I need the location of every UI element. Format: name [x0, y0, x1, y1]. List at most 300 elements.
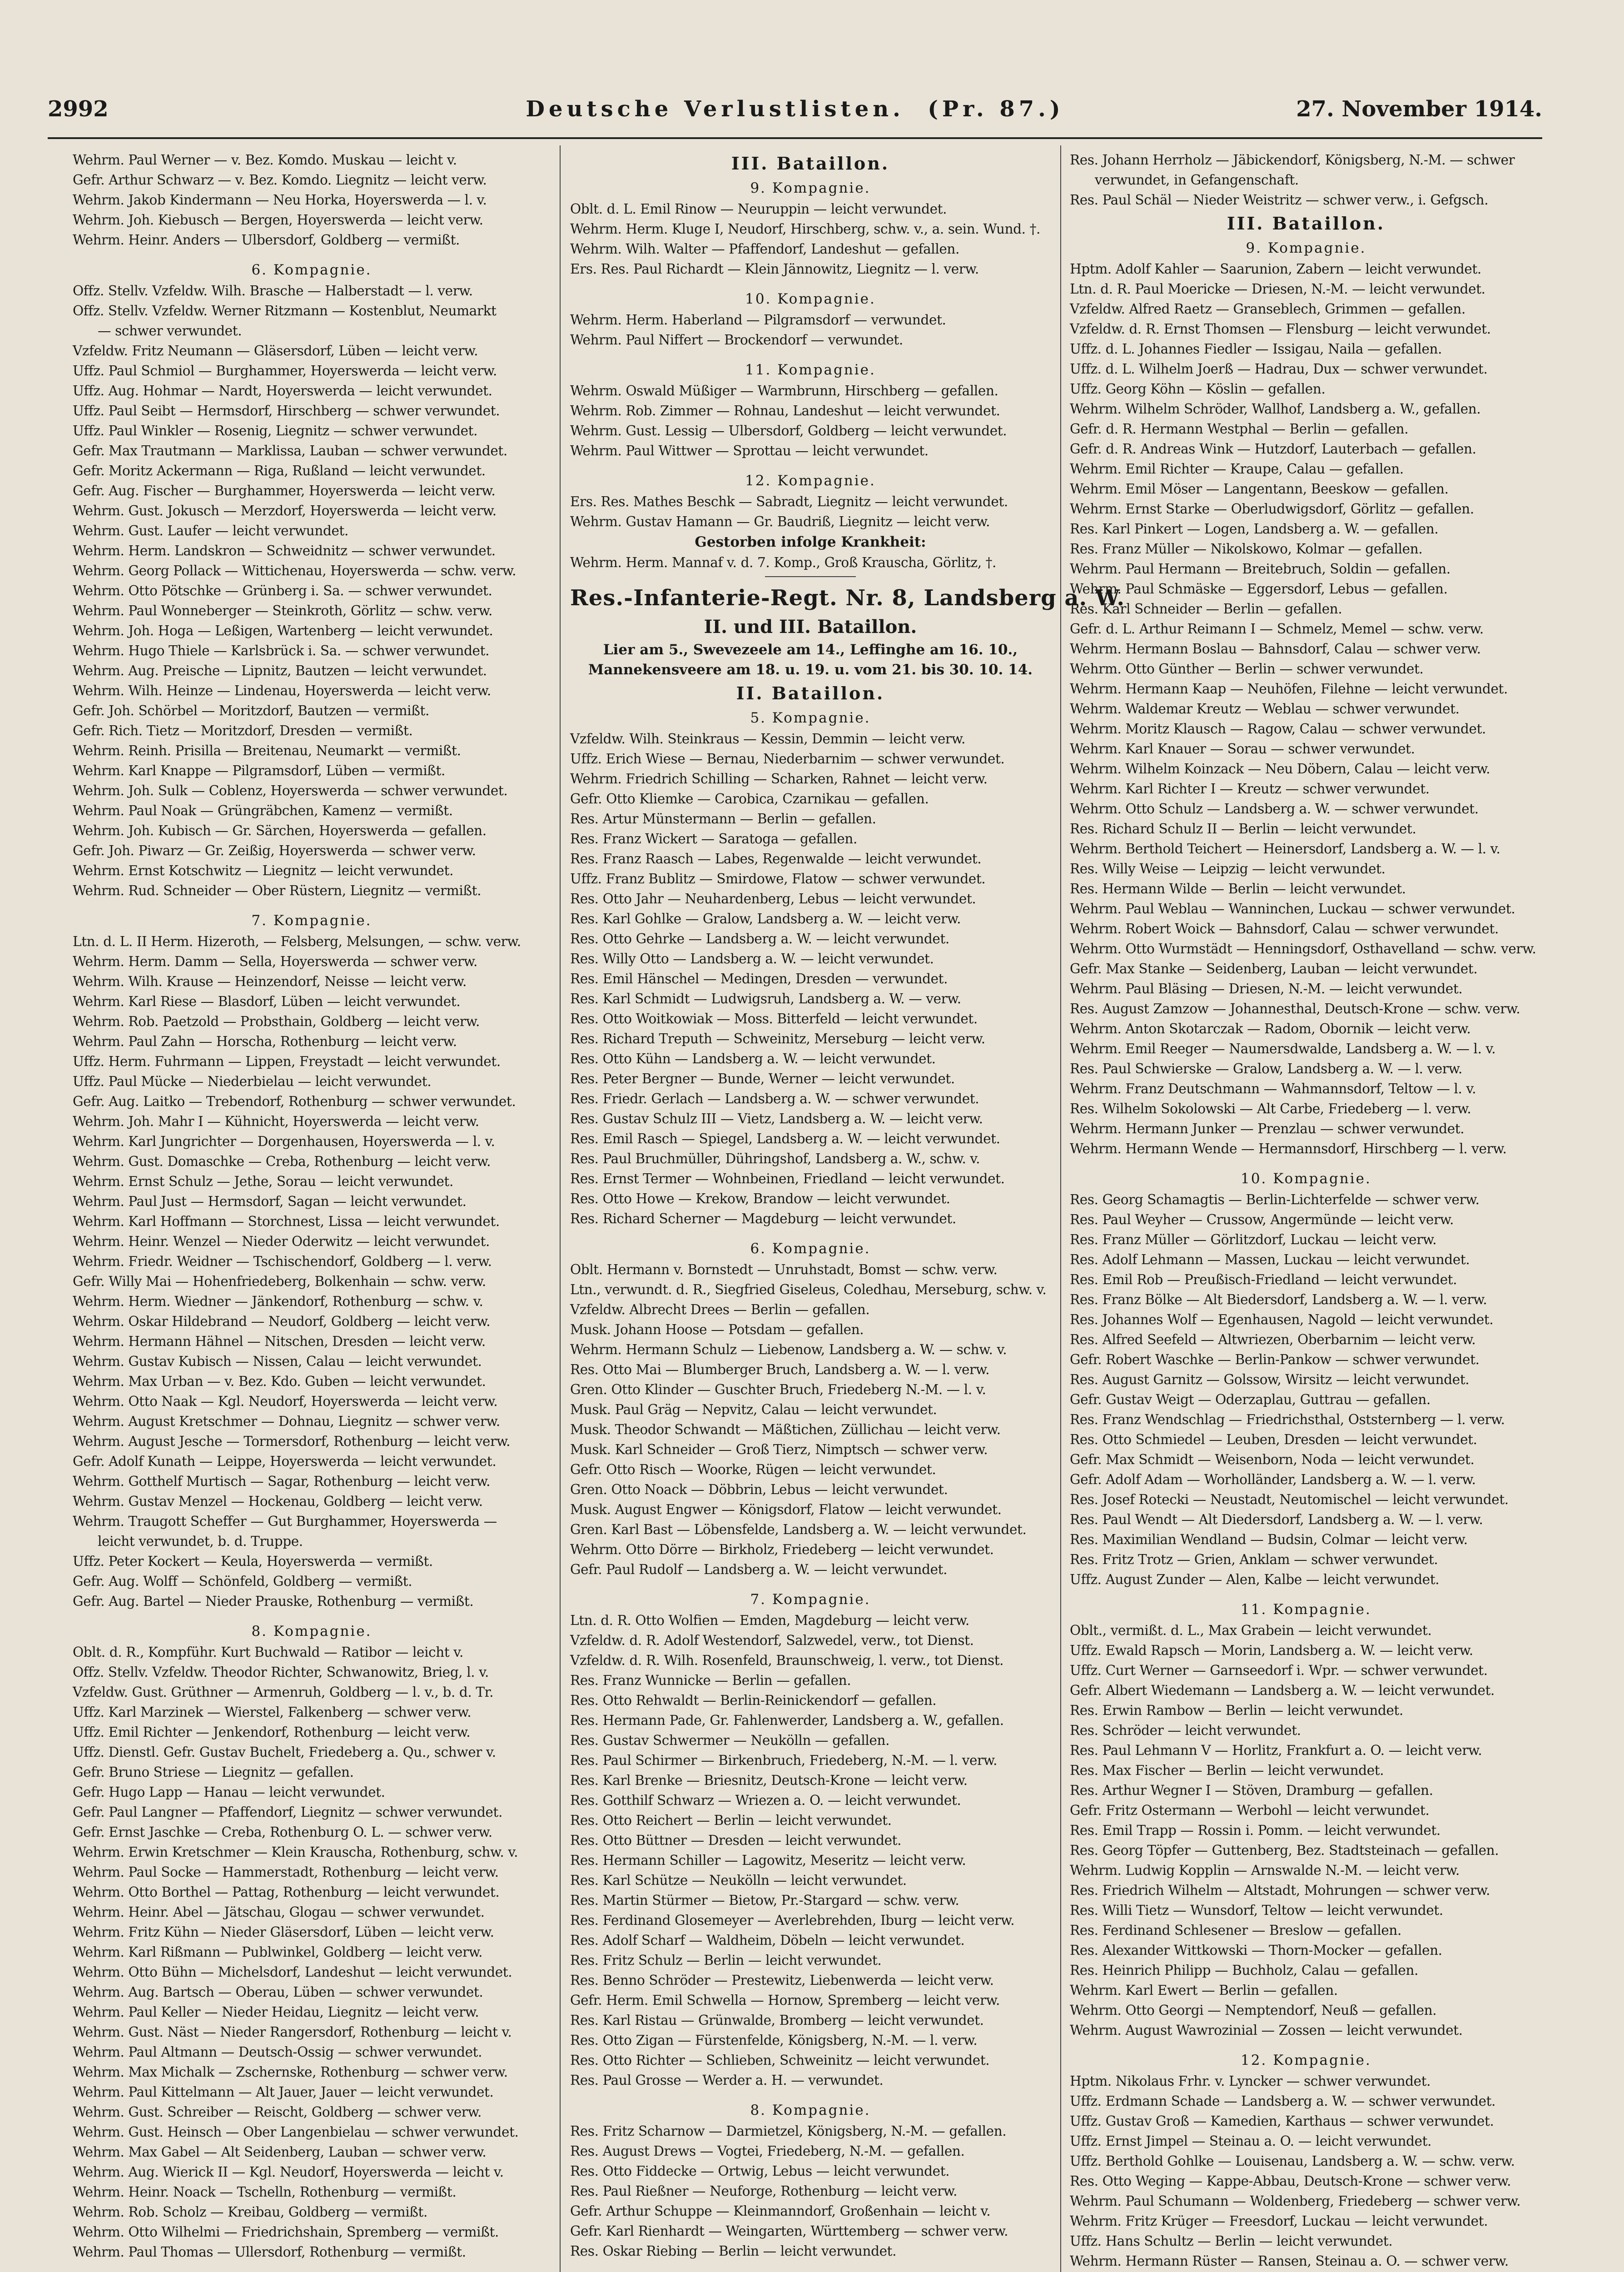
- casualty-entry: Wehrm. Max Gabel — Alt Seidenberg, Lauban — schwer verw.: [73, 2144, 487, 2160]
- column-middle: [570, 150, 1125, 2272]
- casualty-entry: Musk. Theodor Schwandt — Mäßtichen, Züllichau — leicht verw.: [570, 1422, 1001, 1437]
- casualty-entry: Vzfeldw. d. R. Wilh. Rosenfeld, Braunschweig, l. verw., tot Dienst.: [570, 1653, 1004, 1668]
- casualty-entry: Wehrm. Otto Bühn — Michelsdorf, Landeshut — leicht verwundet.: [73, 1964, 512, 1980]
- casualty-entry: Uffz. Ernst Jimpel — Steinau a. O. — leicht verwundet.: [1070, 2133, 1432, 2149]
- issue-date: 27. November 1914.: [1296, 96, 1542, 122]
- casualty-entry: Res. Karl Gohlke — Gralow, Landsberg a. W. — leicht verw.: [570, 911, 961, 927]
- battle-dates: Lier am 5., Swevezeele am 14., Leffinghe am 16. 10.,: [603, 642, 1018, 658]
- casualty-entry: Wehrm. Moritz Klausch — Ragow, Calau — schwer verwundet.: [1070, 721, 1486, 737]
- casualty-entry: Res. Alfred Seefeld — Altwriezen, Oberbarnim — leicht verw.: [1070, 1332, 1476, 1347]
- casualty-entry: Oblt. d. L. Emil Rinow — Neuruppin — leicht verwundet.: [570, 201, 947, 217]
- casualty-entry: Ers. Res. Paul Richardt — Klein Jännowitz, Liegnitz — l. verw.: [570, 261, 979, 277]
- casualty-entry: Res. Franz Müller — Nikolskowo, Kolmar — gefallen.: [1070, 541, 1423, 557]
- spacer: [570, 1229, 1051, 1238]
- casualty-entry: Res. Franz Wendschlag — Friedrichsthal, Oststernberg — l. verw.: [1070, 1412, 1505, 1427]
- casualty-entry: Res. Willy Weise — Leipzig — leicht verwundet.: [1070, 861, 1386, 877]
- casualty-entry: Res. Erwin Rambow — Berlin — leicht verwundet.: [1070, 1703, 1403, 1718]
- casualty-entry: Res. Hermann Schiller — Lagowitz, Meseritz — leicht verw.: [570, 1853, 966, 1868]
- casualty-entry: Res. Willi Tietz — Wunsdorf, Teltow — leicht verwundet.: [1070, 1903, 1443, 1918]
- casualty-entry: Wehrm. Karl Riese — Blasdorf, Lüben — leicht verwundet.: [73, 994, 461, 1009]
- casualty-entry: Vzfeldw. Alfred Raetz — Granseblech, Grimmen — gefallen.: [1070, 301, 1465, 317]
- casualty-entry: Res. Maximilian Wendland — Budsin, Colmar — leicht verw.: [1070, 1532, 1468, 1547]
- casualty-entry: Res. Paul Schäl — Nieder Weistritz — schwer verw., i. Gefgsch.: [1070, 192, 1489, 208]
- casualty-entry: Gefr. Moritz Ackermann — Riga, Rußland — leicht verwundet.: [73, 463, 486, 478]
- casualty-entry: Musk. Paul Gräg — Nepvitz, Calau — leicht verwundet.: [570, 1402, 937, 1417]
- casualty-entry: Uffz. Gustav Groß — Kamedien, Karthaus — schwer verwundet.: [1070, 2113, 1494, 2129]
- battle-dates: Mannekensveere am 18. u. 19. u. vom 21. bis 30. 10. 14.: [588, 662, 1033, 678]
- casualty-entry: Wehrm. Jakob Kindermann — Neu Horka, Hoyerswerda — l. v.: [73, 192, 487, 208]
- casualty-entry: Res. Johannes Wolf — Egenhausen, Nagold — leicht verwundet.: [1070, 1312, 1494, 1327]
- casualty-entry: Wehrm. Aug. Wierick II — Kgl. Neudorf, Hoyerswerda — leicht v.: [73, 2164, 504, 2180]
- casualty-entry: Wehrm. Gustav Hamann — Gr. Baudriß, Liegnitz — leicht verw.: [570, 514, 990, 529]
- casualty-entry: Wehrm. Paul Zahn — Horscha, Rothenburg — leicht verw.: [73, 1034, 457, 1049]
- casualty-entry: Wehrm. Wilh. Walter — Pfaffendorf, Landeshut — gefallen.: [570, 241, 960, 257]
- casualty-entry: Wehrm. Joh. Mahr I — Kühnicht, Hoyerswerda — leicht verw.: [73, 1114, 479, 1129]
- casualty-entry: Wehrm. Max Michalk — Zschernske, Rothenburg — schwer verw.: [73, 2064, 508, 2080]
- casualty-entry: Uffz. August Zunder — Alen, Kalbe — leicht verwundet.: [1070, 1572, 1440, 1587]
- casualty-entry: Res. Karl Schütze — Neukölln — leicht verwundet.: [570, 1873, 907, 1888]
- casualty-entry: Uffz. Paul Mücke — Niederbielau — leicht verwundet.: [73, 1074, 432, 1089]
- casualty-entry: Wehrm. Paul Thomas — Ullersdorf, Rothenburg — vermißt.: [73, 2244, 466, 2260]
- company-heading: 8. Kompagnie.: [750, 2102, 871, 2118]
- casualty-entry: Res. Franz Wickert — Saratoga — gefallen.: [570, 831, 857, 847]
- casualty-entry: Wehrm. Karl Ewert — Berlin — gefallen.: [1070, 1983, 1338, 1998]
- casualty-entry: Wehrm. Paul Wonneberger — Steinkroth, Görlitz — schw. verw.: [73, 603, 492, 618]
- casualty-entry: Res. Richard Scherner — Magdeburg — leicht verwundet.: [570, 1211, 956, 1226]
- casualty-entry: Gefr. Robert Waschke — Berlin-Pankow — schwer verwundet.: [1070, 1352, 1480, 1367]
- casualty-entry: Res. Schröder — leicht verwundet.: [1070, 1723, 1301, 1738]
- casualty-entry: Gefr. Bruno Striese — Liegnitz — gefallen.: [73, 1764, 354, 1780]
- casualty-entry: Res. Otto Zigan — Fürstenfelde, Königsberg, N.-M. — l. verw.: [570, 2033, 978, 2048]
- casualty-entry: Res. Heinrich Philipp — Buchholz, Calau — gefallen.: [1070, 1963, 1419, 1978]
- casualty-entry: Res. Paul Bruchmüller, Dühringshof, Landsberg a. W., schw. v.: [570, 1151, 980, 1166]
- casualty-entry: Wehrm. Joh. Kiebusch — Bergen, Hoyerswerda — leicht verw.: [73, 212, 483, 228]
- casualty-entry: Wehrm. August Jesche — Tormersdorf, Rothenburg — leicht verw.: [73, 1434, 511, 1449]
- spacer: [570, 461, 1051, 470]
- casualty-entry: Uffz. Herm. Fuhrmann — Lippen, Freystadt — leicht verwundet.: [73, 1054, 501, 1069]
- column-right: [1070, 150, 1542, 2272]
- casualty-entry: Wehrm. Heinr. Wenzel — Nieder Oderwitz — leicht verwundet.: [73, 1234, 490, 1249]
- casualty-entry: Wehrm. Rob. Zimmer — Rohnau, Landeshut — leicht verwundet.: [570, 403, 1000, 419]
- casualty-entry: Gefr. Otto Risch — Woorke, Rügen — leicht verwundet.: [570, 1462, 936, 1477]
- casualty-entry: Ltn. d. L. II Herm. Hizeroth, — Felsberg, Melsungen, — schw. verw.: [73, 934, 521, 949]
- casualty-entry: Wehrm. Paul Kittelmann — Alt Jauer, Jauer — leicht verwundet.: [73, 2084, 494, 2100]
- casualty-entry: Gefr. Aug. Wolff — Schönfeld, Goldberg — vermißt.: [73, 1574, 412, 1589]
- casualty-entry: Wehrm. Otto Wilhelmi — Friedrichshain, Spremberg — vermißt.: [73, 2224, 499, 2240]
- casualty-entry: Res. Paul Grosse — Werder a. H. — verwundet.: [570, 2073, 884, 2088]
- casualty-entry: Wehrm. Hermann Wende — Hermannsdorf, Hirschberg — l. verw.: [1070, 1141, 1507, 1156]
- casualty-entry: Wehrm. Friedr. Weidner — Tschischendorf, Goldberg — l. verw.: [73, 1254, 492, 1269]
- casualty-entry: Res. Karl Pinkert — Logen, Landsberg a. W. — gefallen.: [1070, 521, 1439, 537]
- casualty-entry: Res. Adolf Lehmann — Massen, Luckau — leicht verwundet.: [1070, 1252, 1470, 1267]
- casualty-entry: Gefr. Max Schmidt — Weisenborn, Noda — leicht verwundet.: [1070, 1452, 1475, 1467]
- casualty-entry: Res. Otto Richter — Schlieben, Schweinitz — leicht verwundet.: [570, 2053, 990, 2068]
- company-heading: 10. Kompagnie.: [745, 291, 876, 307]
- casualty-entry: Res. Ferdinand Glosemeyer — Averlebrehden, Iburg — leicht verw.: [570, 1913, 1015, 1928]
- casualty-entry: Wehrm. Hermann Schulz — Liebenow, Landsberg a. W. — schw. v.: [570, 1342, 1007, 1357]
- casualty-entry: Uffz. Peter Kockert — Keula, Hoyerswerda — vermißt.: [73, 1554, 433, 1569]
- casualty-entry: Res. Emil Trapp — Rossin i. Pomm. — leicht verwundet.: [1070, 1823, 1440, 1838]
- casualty-entry: Wehrm. Fritz Krüger — Freesdorf, Luckau — leicht verwundet.: [1070, 2213, 1488, 2229]
- casualty-entry: Wehrm. Erwin Kretschmer — Klein Krauscha, Rothenburg, schw. v.: [73, 1844, 518, 1860]
- casualty-entry: Wehrm. Otto Pötschke — Grünberg i. Sa. — schwer verwundet.: [73, 583, 492, 598]
- casualty-entry: Wehrm. Karl Hoffmann — Storchnest, Lissa — leicht verwundet.: [73, 1214, 500, 1229]
- casualty-entry: Res. Hermann Pade, Gr. Fahlenwerder, Landsberg a. W., gefallen.: [570, 1713, 1004, 1728]
- casualty-entry: Wehrm. Hermann Hähnel — Nitschen, Dresden — leicht verw.: [73, 1334, 486, 1349]
- regiment-subheading: II. und III. Bataillon.: [704, 616, 917, 638]
- regiment-heading: Res.-Infanterie-Regt. Nr. 8, Landsberg a. W.: [570, 585, 1125, 611]
- casualty-entry: Wehrm. Gust. Schreiber — Reischt, Goldberg — schwer verw.: [73, 2104, 482, 2120]
- casualty-entry: Res. Otto Schmiedel — Leuben, Dresden — leicht verwundet.: [1070, 1432, 1477, 1447]
- spacer: [570, 2090, 1051, 2099]
- casualty-entry: Res. Franz Raasch — Labes, Regenwalde — leicht verwundet.: [570, 851, 982, 867]
- casualty-entry: Res. Ferdinand Schlesener — Breslow — gefallen.: [1070, 1923, 1402, 1938]
- casualty-entry: Wehrm. Gust. Laufer — leicht verwundet.: [73, 523, 348, 538]
- casualty-entry: Gren. Otto Klinder — Guschter Bruch, Friedeberg N.-M. — l. v.: [570, 1382, 986, 1397]
- casualty-entry: Musk. Karl Schneider — Groß Tierz, Nimptsch — schwer verw.: [570, 1442, 988, 1457]
- casualty-entry: Wehrm. Paul Weblau — Wanninchen, Luckau — schwer verwundet.: [1070, 901, 1515, 917]
- casualty-entry: Res. Otto Jahr — Neuhardenberg, Lebus — leicht verwundet.: [570, 891, 976, 907]
- casualty-entry: Wehrm. Heinr. Anders — Ulbersdorf, Goldberg — vermißt.: [73, 232, 460, 248]
- casualty-entry: Res. August Garnitz — Golssow, Wirsitz — leicht verwundet.: [1070, 1372, 1470, 1387]
- casualty-entry: Wehrm. Georg Pollack — Wittichenau, Hoyerswerda — schw. verw.: [73, 563, 517, 578]
- casualty-entry: Gefr. Max Trautmann — Marklissa, Lauban — schwer verwundet.: [73, 443, 507, 458]
- casualty-entry: Wehrm. Hugo Thiele — Karlsbrück i. Sa. — schwer verwundet.: [73, 643, 490, 658]
- casualty-entry: Wehrm. Ernst Schulz — Jethe, Sorau — leicht verwundet.: [73, 1174, 453, 1189]
- casualty-entry: Res. Emil Rob — Preußisch-Friedland — leicht verwundet.: [1070, 1272, 1457, 1287]
- casualty-entry: Wehrm. Ernst Kotschwitz — Liegnitz — leicht verwundet.: [73, 863, 454, 878]
- casualty-entry: Res. Max Fischer — Berlin — leicht verwundet.: [1070, 1763, 1384, 1778]
- casualty-entry: Gefr. Gustav Weigt — Oderzaplau, Guttrau — gefallen.: [1070, 1392, 1430, 1407]
- casualty-entry: Res. Arthur Wegner I — Stöven, Dramburg — gefallen.: [1070, 1783, 1433, 1798]
- casualty-entry: Wehrm. Herm. Kluge I, Neudorf, Hirschberg, schw. v., a. sein. Wund. †.: [570, 221, 1040, 237]
- casualty-entry: Res. Franz Müller — Görlitzdorf, Luckau — leicht verw.: [1070, 1232, 1437, 1247]
- spacer: [1070, 2040, 1542, 2049]
- casualty-entry: Res. August Zamzow — Johannesthal, Deutsch-Krone — schw. verw.: [1070, 1001, 1520, 1016]
- spacer: [73, 1611, 551, 1620]
- casualty-entry: Res. Emil Hänschel — Medingen, Dresden — verwundet.: [570, 971, 948, 987]
- casualty-entry: Wehrm. Wilh. Krause — Heinzendorf, Neisse — leicht verw.: [73, 974, 467, 989]
- casualty-entry: verwundet, in Gefangenschaft.: [1095, 172, 1299, 188]
- spacer: [570, 279, 1051, 288]
- casualty-entry: Wehrm. Joh. Hoga — Leßigen, Wartenberg — leicht verwundet.: [73, 623, 493, 638]
- casualty-entry: Gefr. Hugo Lapp — Hanau — leicht verwundet.: [73, 1784, 385, 1800]
- casualty-entry: Wehrm. Joh. Kubisch — Gr. Särchen, Hoyerswerda — gefallen.: [73, 823, 487, 838]
- spacer: [73, 901, 551, 910]
- casualty-entry: Wehrm. Fritz Kühn — Nieder Gläsersdorf, Lüben — leicht verw.: [73, 1924, 494, 1940]
- casualty-entry: Wehrm. Herm. Landskron — Schweidnitz — schwer verwundet.: [73, 543, 496, 558]
- casualty-entry: Wehrm. Anton Skotarczak — Radom, Obornik — leicht verw.: [1070, 1021, 1471, 1036]
- casualty-entry: Res. Paul Wendt — Alt Diedersdorf, Landsberg a. W. — l. verw.: [1070, 1512, 1483, 1527]
- casualty-entry: Res. Otto Gehrke — Landsberg a. W. — leicht verwundet.: [570, 931, 949, 947]
- casualty-entry: Res. Gustav Schwermer — Neukölln — gefallen.: [570, 1733, 890, 1748]
- casualty-entry: Uffz. d. L. Johannes Fiedler — Issigau, Naila — gefallen.: [1070, 341, 1442, 357]
- casualty-entry: Wehrm. Reinh. Prisilla — Breitenau, Neumarkt — vermißt.: [73, 743, 461, 758]
- casualty-entry: Gefr. Aug. Bartel — Nieder Prauske, Rothenburg — vermißt.: [73, 1594, 474, 1609]
- casualty-entry: Offz. Stellv. Vzfeldw. Wilh. Brasche — Halberstadt — l. verw.: [73, 283, 473, 299]
- casualty-entry: Gefr. Aug. Fischer — Burghammer, Hoyerswerda — leicht verw.: [73, 483, 496, 498]
- casualty-entry: Hptm. Nikolaus Frhr. v. Lyncker — schwer verwundet.: [1070, 2073, 1431, 2089]
- company-heading: 9. Kompagnie.: [1246, 240, 1366, 256]
- casualty-entry: Wehrm. Robert Woick — Bahnsdorf, Calau — schwer verwundet.: [1070, 921, 1499, 937]
- casualty-entry: Res. Alexander Wittkowski — Thorn-Mocker — gefallen.: [1070, 1943, 1442, 1958]
- casualty-entry: Ltn., verwundt. d. R., Siegfried Giseleus, Coledhau, Merseburg, schw. v.: [570, 1282, 1047, 1297]
- battalion-heading: II. Bataillon.: [736, 683, 885, 703]
- casualty-entry: Gefr. Arthur Schwarz — v. Bez. Komdo. Liegnitz — leicht verw.: [73, 172, 487, 188]
- casualty-entry: Oblt., vermißt. d. L., Max Grabein — leicht verwundet.: [1070, 1623, 1432, 1638]
- casualty-entry: Res. Hermann Wilde — Berlin — leicht verwundet.: [1070, 881, 1406, 897]
- casualty-entry: Wehrm. Aug. Preische — Lipnitz, Bautzen — leicht verwundet.: [73, 663, 487, 678]
- casualty-entry: Uffz. Aug. Hohmar — Nardt, Hoyerswerda — leicht verwundet.: [73, 383, 492, 399]
- casualty-entry: Res. Emil Rasch — Spiegel, Landsberg a. W. — leicht verwundet.: [570, 1131, 1000, 1146]
- casualty-entry: Wehrm. Paul Noak — Grüngräbchen, Kamenz — vermißt.: [73, 803, 453, 818]
- casualty-entry: Gefr. Adolf Adam — Worholländer, Landsberg a. W. — l. verw.: [1070, 1472, 1476, 1487]
- casualty-entry: Wehrm. Herm. Mannaf v. d. 7. Komp., Groß Krauscha, Görlitz, †.: [570, 555, 996, 570]
- casualty-entry: Wehrm. Paul Schmäske — Eggersdorf, Lebus — gefallen.: [1070, 581, 1448, 597]
- spacer: [1070, 1159, 1542, 1168]
- casualty-entry: Vzfeldw. Wilh. Steinkraus — Kessin, Demmin — leicht verw.: [570, 731, 965, 747]
- casualty-entry: Uffz. d. L. Wilhelm Joerß — Hadrau, Dux — schwer verwundet.: [1070, 361, 1488, 377]
- casualty-entry: Res. Otto Howe — Krekow, Brandow — leicht verwundet.: [570, 1191, 950, 1206]
- casualty-entry: Res. Franz Wunnicke — Berlin — gefallen.: [570, 1673, 851, 1688]
- casualty-entry: Gren. Otto Noack — Döbbrin, Lebus — leicht verwundet.: [570, 1482, 948, 1497]
- casualty-entry: Ltn. d. R. Paul Moericke — Driesen, N.-M. — leicht verwundet.: [1070, 281, 1485, 297]
- casualty-entry: Wehrm. Ernst Starke — Oberludwigsdorf, Görlitz — gefallen.: [1070, 501, 1474, 517]
- casualty-entry: Wehrm. Gust. Heinsch — Ober Langenbielau — schwer verwundet.: [73, 2124, 519, 2140]
- company-heading: 9. Kompagnie.: [750, 180, 871, 196]
- column-divider: [1060, 145, 1061, 2272]
- casualty-entry: Wehrm. Wilh. Heinze — Lindenau, Hoyerswerda — leicht verw.: [73, 683, 491, 698]
- casualty-entry: Gefr. Aug. Laitko — Trebendorf, Rothenburg — schwer verwundet.: [73, 1094, 516, 1109]
- casualty-entry: Gefr. Joh. Schörbel — Moritzdorf, Bautzen — vermißt.: [73, 703, 429, 718]
- casualty-entry: Wehrm. Herm. Damm — Sella, Hoyerswerda — schwer verw.: [73, 954, 477, 969]
- casualty-entry: Wehrm. Hermann Rüster — Ransen, Steinau a. O. — schwer verw.: [1070, 2253, 1509, 2269]
- deaths-heading: Gestorben infolge Krankheit:: [695, 534, 926, 550]
- header-rule: [48, 137, 1542, 139]
- casualty-entry: Gefr. Karl Rienhardt — Weingarten, Württemberg — schwer verw.: [570, 2223, 1008, 2239]
- casualty-entry: Wehrm. Emil Reeger — Naumersdwalde, Landsberg a. W. — l. v.: [1070, 1041, 1496, 1056]
- casualty-entry: Gefr. Max Stanke — Seidenberg, Lauban — leicht verwundet.: [1070, 961, 1478, 977]
- casualty-entry: Gefr. Joh. Piwarz — Gr. Zeißig, Hoyerswerda — schwer verw.: [73, 843, 476, 858]
- casualty-entry: Uffz. Curt Werner — Garnseedorf i. Wpr. — schwer verwundet.: [1070, 1663, 1488, 1678]
- casualty-entry: Wehrm. Otto Borthel — Pattag, Rothenburg — leicht verwundet.: [73, 1884, 500, 1900]
- casualty-entry: Wehrm. Otto Wurmstädt — Henningsdorf, Osthavelland — schw. verw.: [1070, 941, 1536, 957]
- page-header: [48, 96, 1542, 137]
- casualty-entry: Wehrm. Gustav Menzel — Hockenau, Goldberg — leicht verw.: [73, 1494, 483, 1509]
- casualty-entry: Wehrm. Karl Jungrichter — Dorgenhausen, Hoyerswerda — l. v.: [73, 1134, 495, 1149]
- casualty-entry: Gefr. Otto Kliemke — Carobica, Czarnikau — gefallen.: [570, 791, 929, 807]
- casualty-entry: Uffz. Paul Winkler — Rosenig, Liegnitz — schwer verwundet.: [73, 423, 478, 438]
- casualty-entry: Vzfeldw. Albrecht Drees — Berlin — gefallen.: [570, 1302, 870, 1317]
- casualty-entry: Wehrm. Oswald Müßiger — Warmbrunn, Hirschberg — gefallen.: [570, 383, 998, 399]
- casualty-entry: Res. Paul Schirmer — Birkenbruch, Friedeberg, N.-M. — l. verw.: [570, 1753, 998, 1768]
- casualty-entry: Res. Karl Schneider — Berlin — gefallen.: [1070, 601, 1342, 617]
- casualty-entry: Res. Franz Bölke — Alt Biedersdorf, Landsberg a. W. — l. verw.: [1070, 1292, 1487, 1307]
- casualty-entry: Res. Otto Reichert — Berlin — leicht verwundet.: [570, 1813, 892, 1828]
- casualty-entry: Offz. Stellv. Vzfeldw. Werner Ritzmann — Kostenblut, Neumarkt: [73, 303, 497, 319]
- company-heading: 12. Kompagnie.: [1241, 2052, 1371, 2068]
- casualty-entry: Wehrm. Emil Möser — Langentann, Beeskow — gefallen.: [1070, 481, 1449, 497]
- casualty-entry: Vzfeldw. Gust. Grüthner — Armenruh, Goldberg — l. v., b. d. Tr.: [73, 1684, 494, 1700]
- casualty-entry: Musk. August Engwer — Königsdorf, Flatow — leicht verwundet.: [570, 1502, 1002, 1517]
- casualty-entry: Wehrm. Wilhelm Schröder, Wallhof, Landsberg a. W., gefallen.: [1070, 401, 1481, 417]
- column-divider: [560, 145, 561, 2272]
- casualty-entry: Wehrm. Gust. Domaschke — Creba, Rothenburg — leicht verw.: [73, 1154, 491, 1169]
- casualty-entry: Wehrm. Herm. Wiedner — Jänkendorf, Rothenburg — schw. v.: [73, 1294, 483, 1309]
- casualty-entry: Wehrm. Karl Knappe — Pilgramsdorf, Lüben — vermißt.: [73, 763, 445, 778]
- company-heading: 7. Kompagnie.: [750, 1591, 871, 1608]
- casualty-entry: Uffz. Georg Köhn — Köslin — gefallen.: [1070, 381, 1326, 397]
- spacer: [570, 1579, 1051, 1589]
- spacer: [570, 350, 1051, 359]
- casualty-entry: Wehrm. Franz Deutschmann — Wahmannsdorf, Teltow — l. v.: [1070, 1081, 1476, 1096]
- casualty-entry: Uffz. Paul Seibt — Hermsdorf, Hirschberg — schwer verwundet.: [73, 403, 500, 419]
- company-heading: 5. Kompagnie.: [750, 710, 871, 726]
- casualty-entry: Wehrm. Waldemar Kreutz — Weblau — schwer verwundet.: [1070, 701, 1460, 717]
- casualty-entry: Uffz. Ewald Rapsch — Morin, Landsberg a. W. — leicht verw.: [1070, 1643, 1473, 1658]
- casualty-entry: Ltn. d. R. Otto Wolfien — Emden, Magdeburg — leicht verw.: [570, 1613, 969, 1628]
- casualty-entry: — schwer verwundet.: [98, 323, 242, 339]
- casualty-entry: Wehrm. Paul Bläsing — Driesen, N.-M. — leicht verwundet.: [1070, 981, 1463, 996]
- casualty-entry: Wehrm. Paul Altmann — Deutsch-Ossig — schwer verwundet.: [73, 2044, 482, 2060]
- casualty-entry: Res. Karl Ristau — Grünwalde, Bromberg — leicht verwundet.: [570, 2013, 984, 2028]
- casualty-entry: Wehrm. Gust. Jokusch — Merzdorf, Hoyerswerda — leicht verw.: [73, 503, 497, 518]
- casualty-entry: Uffz. Karl Marzinek — Wierstel, Falkenberg — schwer verw.: [73, 1704, 472, 1720]
- casualty-entry: Res. Paul Schwierske — Gralow, Landsberg a. W. — l. verw.: [1070, 1061, 1462, 1076]
- casualty-entry: Res. Karl Brenke — Briesnitz, Deutsch-Krone — leicht verw.: [570, 1773, 968, 1788]
- casualty-entry: Res. Artur Münstermann — Berlin — gefallen.: [570, 811, 876, 827]
- casualty-entry: Res. Johann Herrholz — Jäbickendorf, Königsberg, N.-M. — schwer: [1070, 152, 1515, 168]
- casualty-entry: Uffz. Hans Schultz — Berlin — leicht verwundet.: [1070, 2233, 1393, 2249]
- spacer: [73, 250, 551, 259]
- casualty-entry: Uffz. Erdmann Schade — Landsberg a. W. — schwer verwundet.: [1070, 2093, 1496, 2109]
- casualty-entry: Res. Benno Schröder — Prestewitz, Liebenwerda — leicht verw.: [570, 1973, 994, 1988]
- casualty-entry: Res. Otto Kühn — Landsberg a. W. — leicht verwundet.: [570, 1051, 936, 1066]
- casualty-entry: Uffz. Erich Wiese — Bernau, Niederbarnim — schwer verwundet.: [570, 751, 1005, 767]
- casualty-entry: Vzfeldw. Fritz Neumann — Gläsersdorf, Lüben — leicht verw.: [73, 343, 478, 359]
- spacer: [1070, 1589, 1542, 1599]
- company-heading: 6. Kompagnie.: [251, 262, 372, 278]
- casualty-entry: Wehrm. Herm. Haberland — Pilgramsdorf — verwundet.: [570, 312, 946, 328]
- casualty-entry: Offz. Stellv. Vzfeldw. Theodor Richter, Schwanowitz, Brieg, l. v.: [73, 1664, 489, 1680]
- casualty-entry: Res. Ernst Termer — Wohnbeinen, Friedland — leicht verwundet.: [570, 1171, 1005, 1186]
- casualty-entry: Wehrm. Hermann Boslau — Bahnsdorf, Calau — schwer verw.: [1070, 641, 1481, 657]
- casualty-entry: Wehrm. Otto Naak — Kgl. Neudorf, Hoyerswerda — leicht verw.: [73, 1394, 498, 1409]
- casualty-entry: Gefr. d. R. Hermann Westphal — Berlin — gefallen.: [1070, 421, 1409, 437]
- casualty-entry: Wehrm. Paul Socke — Hammerstadt, Rothenburg — leicht verw.: [73, 1864, 499, 1880]
- page-number: 2992: [48, 96, 109, 122]
- casualty-entry: Res. Josef Rotecki — Neustadt, Neutomischel — leicht verwundet.: [1070, 1492, 1509, 1507]
- company-heading: 12. Kompagnie.: [745, 473, 876, 489]
- casualty-entry: Res. Willy Otto — Landsberg a. W. — leicht verwundet.: [570, 951, 934, 967]
- casualty-entry: Wehrm. August Wawrozinial — Zossen — leicht verwundet.: [1070, 2023, 1463, 2038]
- casualty-entry: Res. Paul Lehmann V — Horlitz, Frankfurt a. O. — leicht verw.: [1070, 1743, 1482, 1758]
- casualty-entry: Res. Gustav Schulz III — Vietz, Landsberg a. W. — leicht verw.: [570, 1111, 983, 1126]
- casualty-entry: Res. August Drews — Vogtei, Friedeberg, N.-M. — gefallen.: [570, 2143, 965, 2159]
- company-heading: 6. Kompagnie.: [750, 1241, 871, 1257]
- casualty-entry: Gefr. Adolf Kunath — Leippe, Hoyerswerda — leicht verwundet.: [73, 1454, 497, 1469]
- casualty-entry: Wehrm. Max Urban — v. Bez. Kdo. Guben — leicht verwundet.: [73, 1374, 486, 1389]
- casualty-entry: Wehrm. August Kretschmer — Dohnau, Liegnitz — schwer verw.: [73, 1414, 500, 1429]
- casualty-entry: Ers. Res. Mathes Beschk — Sabradt, Liegnitz — leicht verwundet.: [570, 494, 1008, 509]
- casualty-entry: Res. Fritz Trotz — Grien, Anklam — schwer verwundet.: [1070, 1552, 1438, 1567]
- casualty-entry: Musk. Johann Hoose — Potsdam — gefallen.: [570, 1322, 864, 1337]
- battalion-heading: III. Bataillon.: [731, 153, 890, 174]
- casualty-entry: Wehrm. Otto Schulz — Landsberg a. W. — schwer verwundet.: [1070, 801, 1479, 817]
- casualty-entry: Wehrm. Gotthelf Murtisch — Sagar, Rothenburg — leicht verw.: [73, 1474, 491, 1489]
- casualty-entry: Res. Otto Mai — Blumberger Bruch, Landsberg a. W. — l. verw.: [570, 1362, 990, 1377]
- casualty-entry: Wehrm. Wilhelm Koinzack — Neu Döbern, Calau — leicht verw.: [1070, 761, 1490, 777]
- casualty-entry: Wehrm. Hermann Kaap — Neuhöfen, Filehne — leicht verwundet.: [1070, 681, 1508, 697]
- battalion-heading: III. Bataillon.: [1227, 213, 1386, 234]
- casualty-entry: Res. Georg Töpfer — Guttenberg, Bez. Stadtsteinach — gefallen.: [1070, 1843, 1499, 1858]
- casualty-entry: Res. Georg Schamagtis — Berlin-Lichterfelde — schwer verw.: [1070, 1192, 1480, 1207]
- casualty-entry: Uffz. Paul Schmiol — Burghammer, Hoyerswerda — leicht verw.: [73, 363, 497, 379]
- casualty-entry: Wehrm. Hermann Junker — Prenzlau — schwer verwundet.: [1070, 1121, 1465, 1136]
- column-left: [73, 150, 551, 2272]
- casualty-entry: Hptm. Adolf Kahler — Saarunion, Zabern — leicht verwundet.: [1070, 261, 1481, 277]
- casualty-entry: Wehrm. Gust. Näst — Nieder Rangersdorf, Rothenburg — leicht v.: [73, 2024, 512, 2040]
- casualty-entry: Wehrm. Karl Rißmann — Publwinkel, Goldberg — leicht verw.: [73, 1944, 483, 1960]
- casualty-entry: Res. Peter Bergner — Bunde, Werner — leicht verwundet.: [570, 1071, 955, 1086]
- casualty-entry: Res. Wilhelm Sokolowski — Alt Carbe, Friedeberg — l. verw.: [1070, 1101, 1471, 1116]
- casualty-entry: Wehrm. Gustav Kubisch — Nissen, Calau — leicht verwundet.: [73, 1354, 482, 1369]
- casualty-entry: Wehrm. Heinr. Noack — Tschelln, Rothenburg — vermißt.: [73, 2184, 457, 2200]
- casualty-entry: Gefr. Herm. Emil Schwella — Hornow, Spremberg — leicht verw.: [570, 1993, 1000, 2008]
- casualty-entry: Wehrm. Paul Wittwer — Sprottau — leicht verwundet.: [570, 443, 929, 458]
- casualty-entry: Res. Gotthilf Schwarz — Wriezen a. O. — leicht verwundet.: [570, 1793, 961, 1808]
- casualty-entry: Res. Otto Weging — Kappe-Abbau, Deutsch-Krone — schwer verw.: [1070, 2173, 1511, 2189]
- casualty-entry: Oblt. Hermann v. Bornstedt — Unruhstadt, Bomst — schw. verw.: [570, 1262, 998, 1277]
- casualty-entry: Gefr. Paul Rudolf — Landsberg a. W. — leicht verwundet.: [570, 1562, 948, 1577]
- casualty-entry: Res. Richard Treputh — Schweinitz, Merseburg — leicht verw.: [570, 1031, 985, 1046]
- casualty-entry: Res. Friedrich Wilhelm — Altstadt, Mohrungen — schwer verw.: [1070, 1883, 1490, 1898]
- casualty-entry: Wehrm. Ludwig Kopplin — Arnswalde N.-M. — leicht verw.: [1070, 1863, 1460, 1878]
- section-rule: [765, 576, 856, 577]
- casualty-entry: Res. Otto Fiddecke — Ortwig, Lebus — leicht verwundet.: [570, 2163, 950, 2179]
- casualty-entry: Res. Fritz Schulz — Berlin — leicht verwundet.: [570, 1953, 882, 1968]
- casualty-entry: Res. Adolf Scharf — Waldheim, Döbeln — leicht verwundet.: [570, 1933, 965, 1948]
- casualty-entry: Res. Richard Schulz II — Berlin — leicht verwundet.: [1070, 821, 1416, 837]
- casualty-entry: Wehrm. Berthold Teichert — Heinersdorf, Landsberg a. W. — l. v.: [1070, 841, 1500, 857]
- casualty-entry: Vzfeldw. d. R. Adolf Westendorf, Salzwedel, verw., tot Dienst.: [570, 1633, 974, 1648]
- casualty-entry: Wehrm. Traugott Scheffer — Gut Burghammer, Hoyerswerda —: [73, 1514, 497, 1529]
- company-heading: 11. Kompagnie.: [745, 362, 876, 378]
- casualty-entry: Gefr. Arthur Schuppe — Kleinmanndorf, Großenhain — leicht v.: [570, 2203, 991, 2219]
- casualty-entry: Wehrm. Heinr. Abel — Jätschau, Glogau — schwer verwundet.: [73, 1904, 485, 1920]
- casualty-entry: Res. Karl Schmidt — Ludwigsruh, Landsberg a. W. — verw.: [570, 991, 961, 1006]
- casualty-entry: Gefr. Ernst Jaschke — Creba, Rothenburg O. L. — schwer verw.: [73, 1824, 492, 1840]
- casualty-entry: Wehrm. Paul Hermann — Breitebruch, Soldin — gefallen.: [1070, 561, 1450, 577]
- company-heading: 10. Kompagnie.: [1241, 1171, 1371, 1187]
- casualty-entry: Wehrm. Joh. Sulk — Coblenz, Hoyerswerda — schwer verwundet.: [73, 783, 508, 798]
- casualty-entry: Wehrm. Rob. Paetzold — Probsthain, Goldberg — leicht verw.: [73, 1014, 480, 1029]
- casualty-entry: Res. Paul Rießner — Neuforge, Rothenburg — leicht verw.: [570, 2183, 958, 2199]
- casualty-entry: Gefr. d. R. Andreas Wink — Hutzdorf, Lauterbach — gefallen.: [1070, 441, 1476, 457]
- casualty-entry: Gefr. Paul Langner — Pfaffendorf, Liegnitz — schwer verwundet.: [73, 1804, 502, 1820]
- casualty-entry: Gefr. Rich. Tietz — Moritzdorf, Dresden — vermißt.: [73, 723, 413, 738]
- casualty-entry: Wehrm. Friedrich Schilling — Scharken, Rahnet — leicht verw.: [570, 771, 988, 787]
- casualty-entry: Res. Otto Rehwaldt — Berlin-Reinickendorf — gefallen.: [570, 1693, 937, 1708]
- casualty-entry: Gren. Karl Bast — Löbensfelde, Landsberg a. W. — leicht verwundet.: [570, 1522, 1027, 1537]
- casualty-entry: Wehrm. Karl Knauer — Sorau — schwer verwundet.: [1070, 741, 1415, 757]
- casualty-entry: Wehrm. Paul Just — Hermsdorf, Sagan — leicht verwundet.: [73, 1194, 467, 1209]
- casualty-entry: Oblt. d. R., Kompführ. Kurt Buchwald — Ratibor — leicht v.: [73, 1644, 464, 1660]
- issue-number: (Pr. 87.): [928, 96, 1064, 122]
- casualty-entry: Res. Oskar Riebing — Berlin — leicht verwundet.: [570, 2243, 897, 2259]
- casualty-entry: Wehrm. Otto Günther — Berlin — schwer verwundet.: [1070, 661, 1424, 677]
- casualty-entry: Gefr. Fritz Ostermann — Werbohl — leicht verwundet.: [1070, 1803, 1430, 1818]
